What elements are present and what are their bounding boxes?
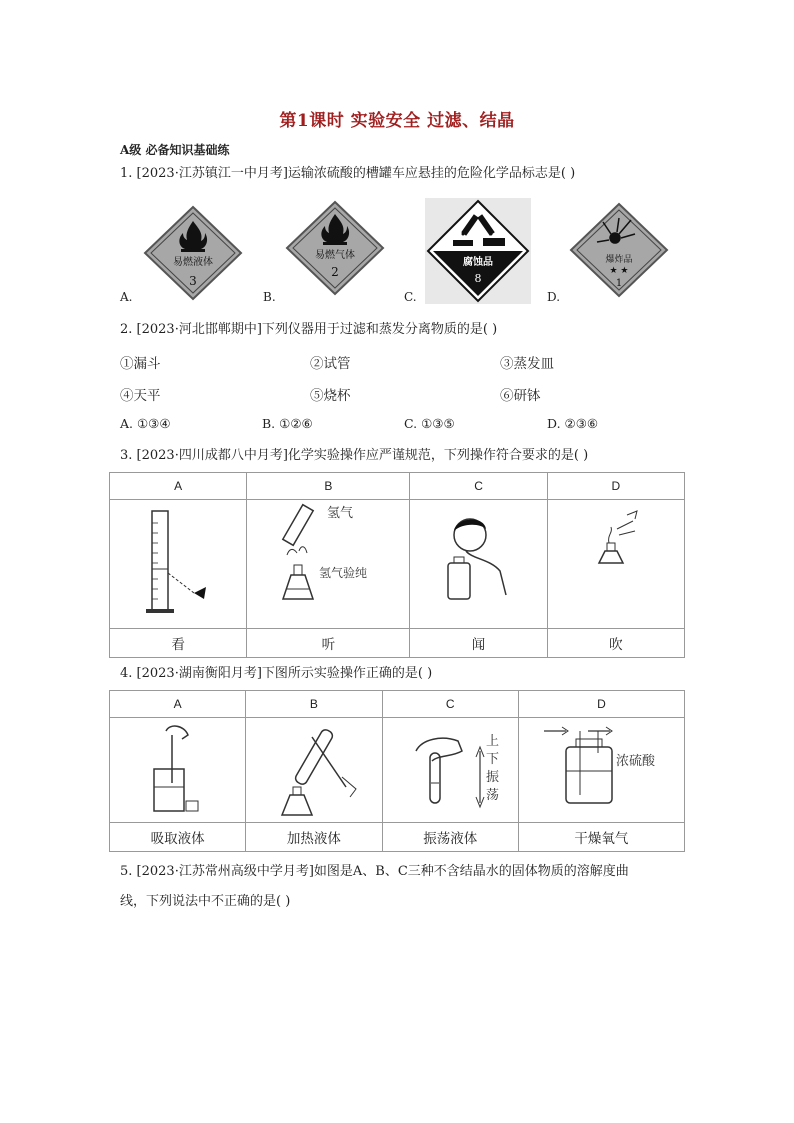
instrument-item: ①漏斗 [120,356,161,372]
sign-number: 8 [474,272,482,285]
image-caption: 听 [247,629,410,658]
shake-label: 下 [486,752,500,767]
instrument-item: ④天平 [120,388,161,404]
shake-label: 振 [486,770,500,785]
instrument-item: ③蒸发皿 [500,356,554,372]
column-header: B [247,473,410,500]
question-5-stem-line2: 线，下列说法中不正确的是( ) [120,894,291,909]
instrument-item: ⑤烧杯 [310,388,351,404]
hydrogen-test-label: 氢气验纯 [319,566,368,580]
column-header: A [110,691,246,718]
sign-label: 易燃气体 [315,250,355,261]
section-heading: A级 必备知识基础练 [120,143,230,157]
column-header: D [518,691,684,718]
image-caption: 干燥氧气 [518,823,684,852]
hydrogen-test-drawing [247,499,409,627]
column-header: C [410,473,547,500]
option-d-letter: D. [547,290,561,304]
flammable-liquid-sign [143,205,243,301]
shake-label: 荡 [486,788,500,803]
option-c-letter: C. [404,290,417,304]
sign-label: 爆炸品 [605,255,633,265]
image-caption: 看 [110,629,247,658]
image-caption: 振荡液体 [382,823,518,852]
option-a-letter: A. [120,290,133,304]
question-3-stem: 3. [2023·四川成都八中月考]化学实验操作应严谨规范，下列操作符合要求的是( ) [120,448,589,463]
column-header: D [547,473,684,500]
sign-number: 2 [331,265,339,279]
acid-label: 浓硫酸 [616,754,656,769]
question-4-stem: 4. [2023·湖南衡阳月考]下图所示实验操作正确的是( ) [120,666,433,681]
answer-choice: C. ①③⑤ [404,416,455,431]
shake-label: 上 [486,734,500,749]
image-caption: 吸取液体 [110,823,246,852]
stars-icon: ★ ★ [609,266,629,276]
shaking-liquid-drawing [382,717,516,821]
image-caption: 加热液体 [246,823,382,852]
sign-label: 腐蚀品 [463,257,493,268]
sign-label: 易燃液体 [173,257,213,268]
instrument-item: ②试管 [310,356,351,372]
question-1-stem: 1. [2023·江苏镇江一中月考]运输浓硫酸的槽罐车应悬挂的危险化学品标志是( ) [120,166,576,181]
corrosive-sign [425,198,531,304]
answer-choice: D. ②③⑥ [547,416,599,431]
gas-drying-bottle-drawing [518,717,682,821]
question-2-stem: 2. [2023·河北邯郸期中]下列仪器用于过滤和蒸发分离物质的是( ) [120,322,498,337]
hydrogen-label: 氢气 [327,506,354,521]
page-title: 第1课时 实验安全 过滤、结晶 [279,111,515,131]
eye-icon [194,587,206,599]
sign-number: 3 [189,274,197,288]
flammable-gas-sign [285,200,385,296]
instrument-item: ⑥研钵 [500,388,541,404]
question-5-stem-line1: 5. [2023·江苏常州高级中学月考]如图是A、B、C三种不含结晶水的固体物质的溶解度曲 [120,864,629,879]
image-caption: 吹 [547,629,684,658]
option-b-letter: B. [263,290,276,304]
dropper-drawing [110,717,244,821]
column-header: C [382,691,518,718]
column-header: B [246,691,382,718]
heating-liquid-drawing [246,717,380,821]
explosive-sign [569,202,669,298]
image-caption: 闻 [410,629,547,658]
column-header: A [110,473,247,500]
graduated-cylinder-drawing [110,499,246,627]
blowing-lamp-drawing [547,499,683,627]
answer-choice: B. ①②⑥ [262,416,313,431]
answer-choice: A. ①③④ [120,416,171,431]
sign-number: 1 [615,278,623,289]
smelling-drawing [410,499,546,627]
